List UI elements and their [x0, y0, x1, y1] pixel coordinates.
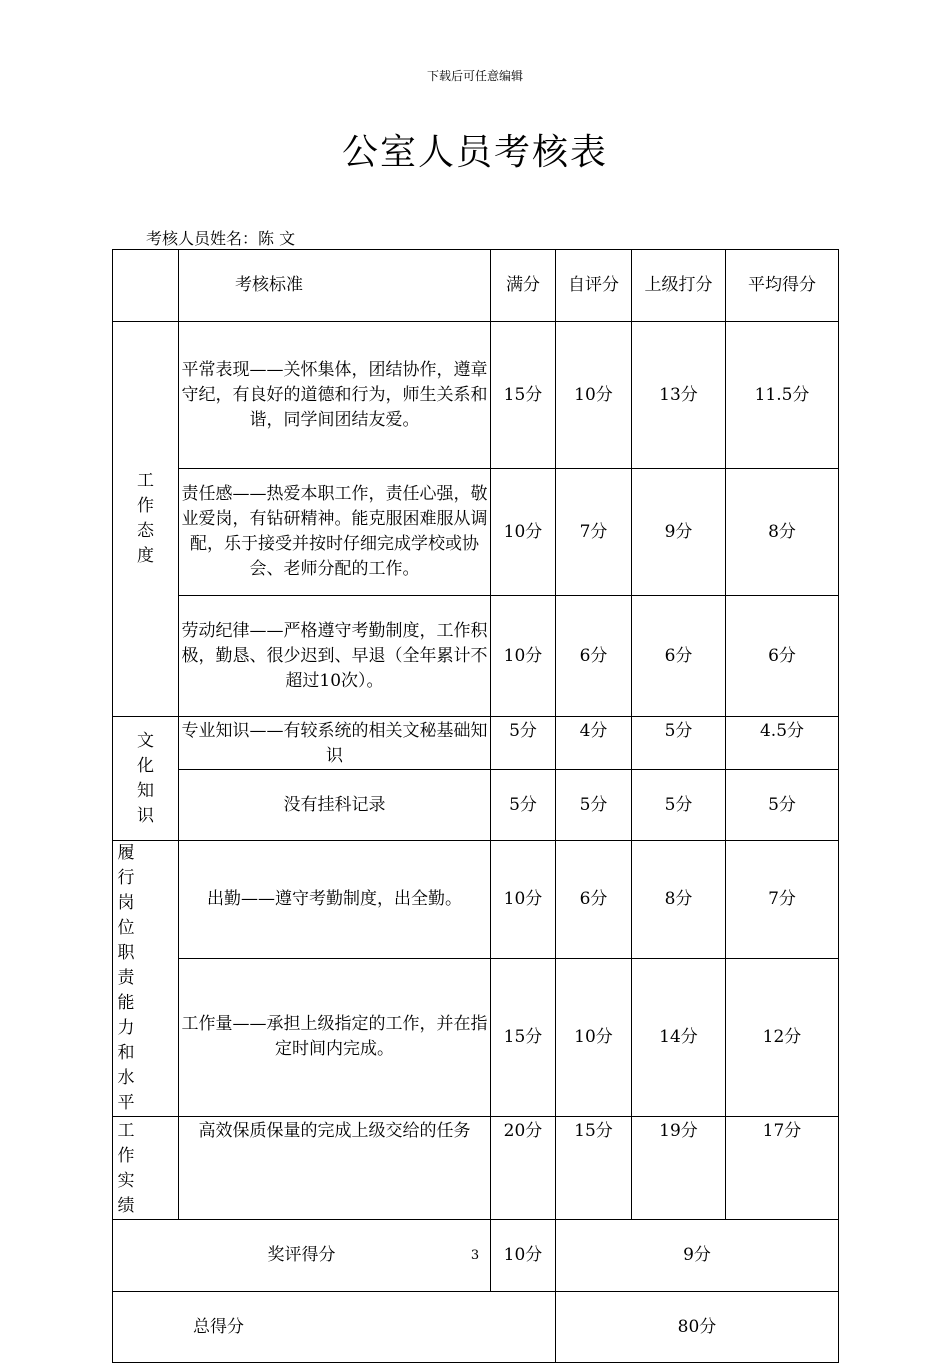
superior-score-cell: 6分 [632, 596, 726, 717]
criteria-cell: 平常表现——关怀集体，团结协作，遵章守纪，有良好的道德和行为，师生关系和谐，同学间团结友爱。 [179, 322, 491, 469]
superior-score-cell: 14分 [632, 958, 726, 1116]
criteria-cell: 工作量——承担上级指定的工作，并在指定时间内完成。 [179, 958, 491, 1116]
total-score: 80分 [556, 1292, 839, 1363]
page-title: 公室人员考核表 [341, 132, 608, 173]
full-score-cell: 10分 [491, 469, 556, 596]
superior-score-cell: 5分 [632, 717, 726, 770]
full-score-cell: 10分 [491, 596, 556, 717]
header-superior-score: 上级打分 [632, 250, 726, 322]
average-score-cell: 12分 [726, 958, 839, 1116]
category-results: 工作实绩 [113, 1117, 179, 1220]
table-row [113, 1117, 839, 1220]
average-score-cell: 11.5分 [726, 322, 839, 469]
full-score-cell: 15分 [491, 958, 556, 1116]
average-score-cell: 4.5分 [726, 717, 839, 770]
average-score-cell: 8分 [726, 469, 839, 596]
award-full-score: 10分 [491, 1220, 556, 1292]
assessee-name-line: 考核人员姓名：陈 文 [146, 229, 296, 248]
table-row [113, 469, 839, 596]
category-duty: 履行岗位职责能力和水平 [113, 841, 179, 1117]
full-score-cell: 5分 [491, 770, 556, 841]
average-score-cell: 7分 [726, 841, 839, 959]
category-knowledge: 文化知识 [113, 717, 179, 841]
self-score-cell: 4分 [556, 717, 632, 770]
full-score-cell: 10分 [491, 841, 556, 959]
criteria-cell: 专业知识——有较系统的相关文秘基础知识 [179, 717, 491, 770]
table-row [113, 596, 839, 717]
header-self-score: 自评分 [556, 250, 632, 322]
criteria-cell: 责任感——热爱本职工作，责任心强，敬业爱岗，有钻研精神。能克服困难服从调配，乐于接受并按时仔细完成学校或协会、老师分配的工作。 [179, 469, 491, 596]
average-score-cell: 6分 [726, 596, 839, 717]
superior-score-cell: 5分 [632, 770, 726, 841]
self-score-cell: 10分 [556, 322, 632, 469]
table-row [113, 717, 839, 770]
criteria-cell: 高效保质保量的完成上级交给的任务 [179, 1117, 491, 1220]
full-score-cell: 15分 [491, 322, 556, 469]
total-label: 总得分 [113, 1292, 556, 1363]
table-row [113, 958, 839, 1116]
header-criteria: 考核标准 [179, 250, 491, 322]
criteria-cell: 劳动纪律——严格遵守考勤制度，工作积极，勤恳、很少迟到、早退（全年累计不超过10次）。 [179, 596, 491, 717]
full-score-cell: 20分 [491, 1117, 556, 1220]
full-score-cell: 5分 [491, 717, 556, 770]
table-row [113, 322, 839, 469]
category-attitude: 工作态度 [113, 322, 179, 717]
award-label: 奖评得分 [113, 1220, 491, 1292]
superior-score-cell: 19分 [632, 1117, 726, 1220]
self-score-cell: 6分 [556, 841, 632, 959]
header-note: 下载后可任意编辑 [426, 69, 523, 83]
total-row [113, 1292, 839, 1363]
table-row [113, 841, 839, 959]
assessment-table [112, 249, 839, 1363]
average-score-cell: 17分 [726, 1117, 839, 1220]
self-score-cell: 6分 [556, 596, 632, 717]
average-score-cell: 5分 [726, 770, 839, 841]
superior-score-cell: 9分 [632, 469, 726, 596]
header-corner-cell [113, 250, 179, 322]
self-score-cell: 10分 [556, 958, 632, 1116]
self-score-cell: 15分 [556, 1117, 632, 1220]
page-number: 3 [470, 1248, 480, 1263]
award-score: 9分 [556, 1220, 839, 1292]
self-score-cell: 7分 [556, 469, 632, 596]
header-full-score: 满分 [491, 250, 556, 322]
header-average-score: 平均得分 [726, 250, 839, 322]
self-score-cell: 5分 [556, 770, 632, 841]
criteria-cell: 没有挂科记录 [179, 770, 491, 841]
superior-score-cell: 13分 [632, 322, 726, 469]
table-header-row [113, 250, 839, 322]
superior-score-cell: 8分 [632, 841, 726, 959]
criteria-cell: 出勤——遵守考勤制度，出全勤。 [179, 841, 491, 959]
table-row [113, 770, 839, 841]
